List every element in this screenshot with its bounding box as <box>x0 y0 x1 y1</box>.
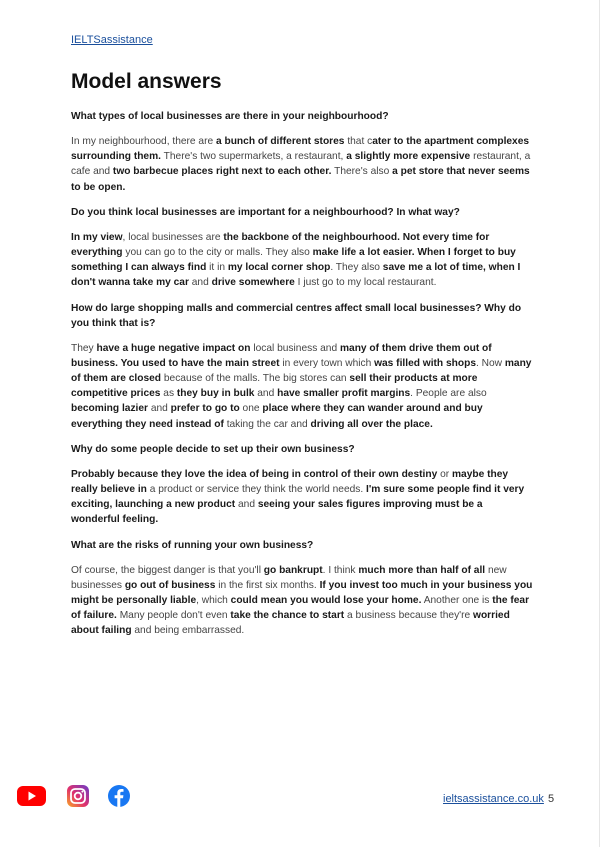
question-heading: What are the risks of running your own business? <box>71 539 314 551</box>
header-site-link[interactable]: IELTSassistance <box>71 34 153 46</box>
answer-key-phrase: ater to the apartment complexes surrounding them. <box>71 136 530 163</box>
answer-key-phrase: save me a lot of time, when I don't wanna take my car <box>71 262 521 289</box>
answer-paragraph <box>71 563 533 639</box>
answer-text: taking the car and <box>223 418 311 430</box>
answer-key-phrase: a bunch of different stores <box>215 136 345 147</box>
question-heading: Why do some people decide to set up their own business? <box>71 443 355 455</box>
answer-key-phrase: worried about failing <box>71 610 510 637</box>
footer-site-link[interactable]: ieltsassistance.co.uk <box>443 793 544 805</box>
answer-key-phrase: Probably because they love the idea of being in control of their own destiny <box>71 468 438 480</box>
answer-text: Another one is <box>421 595 493 607</box>
answer-text: or <box>437 468 452 480</box>
answer-key-phrase: go bankrupt <box>263 564 323 576</box>
answer-text: , local businesses are <box>122 231 224 243</box>
answer-text: I just go to my local restaurant. <box>294 277 437 289</box>
question-heading: Do you think local businesses are important for a neighbourhood? In what way? <box>71 206 460 218</box>
facebook-icon[interactable] <box>107 784 133 808</box>
answer-paragraph <box>71 134 533 195</box>
answer-key-phrase: In my view <box>71 231 123 243</box>
answer-paragraph <box>71 341 533 432</box>
answer-text: you can go to the city or malls. They also <box>122 247 313 259</box>
answer-text: in the first six months. <box>215 579 320 591</box>
answer-key-phrase: make life a lot easier. When I forget to buy something I can always find <box>71 247 516 274</box>
answer-key-phrase: the backbone of the neighbourhood. Not every time for everything <box>71 231 490 259</box>
answer-key-phrase: many of them drive them out of business. You used to have the main street <box>71 342 492 369</box>
answer-key-phrase: have a huge negative impact on <box>96 342 251 354</box>
answer-key-phrase: drive somewhere <box>211 277 295 289</box>
answer-text: They <box>71 342 97 354</box>
answer-text: that c <box>344 136 373 147</box>
page-number: 5 <box>548 793 555 805</box>
answer-text: . They also <box>330 262 383 274</box>
answer-key-phrase: driving all over the place. <box>310 418 433 430</box>
answer-text: . I think <box>322 564 359 576</box>
answer-key-phrase: go out of business <box>124 579 216 591</box>
answer-text: Of course, the biggest danger is that you'll <box>71 564 264 576</box>
answer-key-phrase: I'm sure some people find it very exciting, launching a new product <box>71 484 525 511</box>
answer-text: and <box>235 499 258 511</box>
answer-key-phrase: the fear of failure. <box>71 595 530 622</box>
answer-text: and being embarrassed. <box>131 625 245 637</box>
page-title: Model answers <box>71 70 222 93</box>
instagram-icon[interactable] <box>66 784 92 808</box>
answer-key-phrase: have smaller profit margins <box>277 388 411 400</box>
answer-text: in every town which <box>279 357 375 369</box>
answer-key-phrase: seeing your sales figures improving must be a wonderful feeling. <box>71 499 483 526</box>
answer-text: it in <box>206 262 228 274</box>
answer-key-phrase: prefer to go to <box>170 403 240 415</box>
answer-text: and <box>188 277 212 289</box>
answer-text: and <box>148 403 171 415</box>
answer-paragraph <box>71 230 533 291</box>
answer-key-phrase: becoming lazier <box>71 403 148 415</box>
answer-key-phrase: a slightly more expensive <box>346 151 471 163</box>
answer-key-phrase: place where they can wander around and buy everything they need instead of <box>71 403 483 430</box>
answer-key-phrase: much more than half of all <box>358 564 486 576</box>
answer-text: local business and <box>250 342 340 354</box>
youtube-icon[interactable] <box>16 784 42 808</box>
answer-text: , which <box>196 595 231 607</box>
answer-key-phrase: a pet store that never seems to be open. <box>71 166 530 193</box>
answer-text: and <box>254 388 278 400</box>
answer-key-phrase: many of them are closed <box>71 357 532 385</box>
answer-paragraph <box>71 467 533 528</box>
answer-text: one <box>239 403 263 415</box>
answer-key-phrase: If you invest too much in your business you might be personally liable <box>71 579 533 607</box>
answer-text: . Now <box>475 357 505 369</box>
answer-text: Many people don't even <box>116 610 231 622</box>
answer-text: a product or service they think the world needs. <box>146 484 367 496</box>
answer-text: a business because they're <box>344 610 474 622</box>
answer-key-phrase: could mean you would lose your home. <box>230 595 422 607</box>
answer-key-phrase: my local corner shop <box>227 262 331 274</box>
answer-key-phrase: maybe they really believe in <box>71 468 509 496</box>
answer-key-phrase: was filled with shops <box>374 357 476 369</box>
answer-text: . People are also <box>410 388 487 400</box>
answer-text: There's also <box>331 166 393 178</box>
answer-key-phrase: two barbecue places right next to each other. <box>112 166 332 178</box>
answer-text: There's two supermarkets, a restaurant, <box>161 151 347 163</box>
answer-text: restaurant, a cafe and <box>71 151 531 178</box>
question-heading: What types of local businesses are there in your neighbourhood? <box>71 111 389 122</box>
answer-text: because of the malls. The big stores can <box>161 373 350 385</box>
answer-key-phrase: sell their products at more competitive prices <box>71 373 478 400</box>
answer-text: In my neighbourhood, there are <box>71 136 216 147</box>
answer-text: new businesses <box>71 564 507 591</box>
question-heading: How do large shopping malls and commercial centres affect small local businesses? Why do you think that is? <box>71 302 522 329</box>
model-answers-section <box>71 109 533 649</box>
answer-key-phrase: they buy in bulk <box>176 388 255 400</box>
answer-text: as <box>160 388 177 400</box>
answer-key-phrase: take the chance to start <box>230 610 345 622</box>
